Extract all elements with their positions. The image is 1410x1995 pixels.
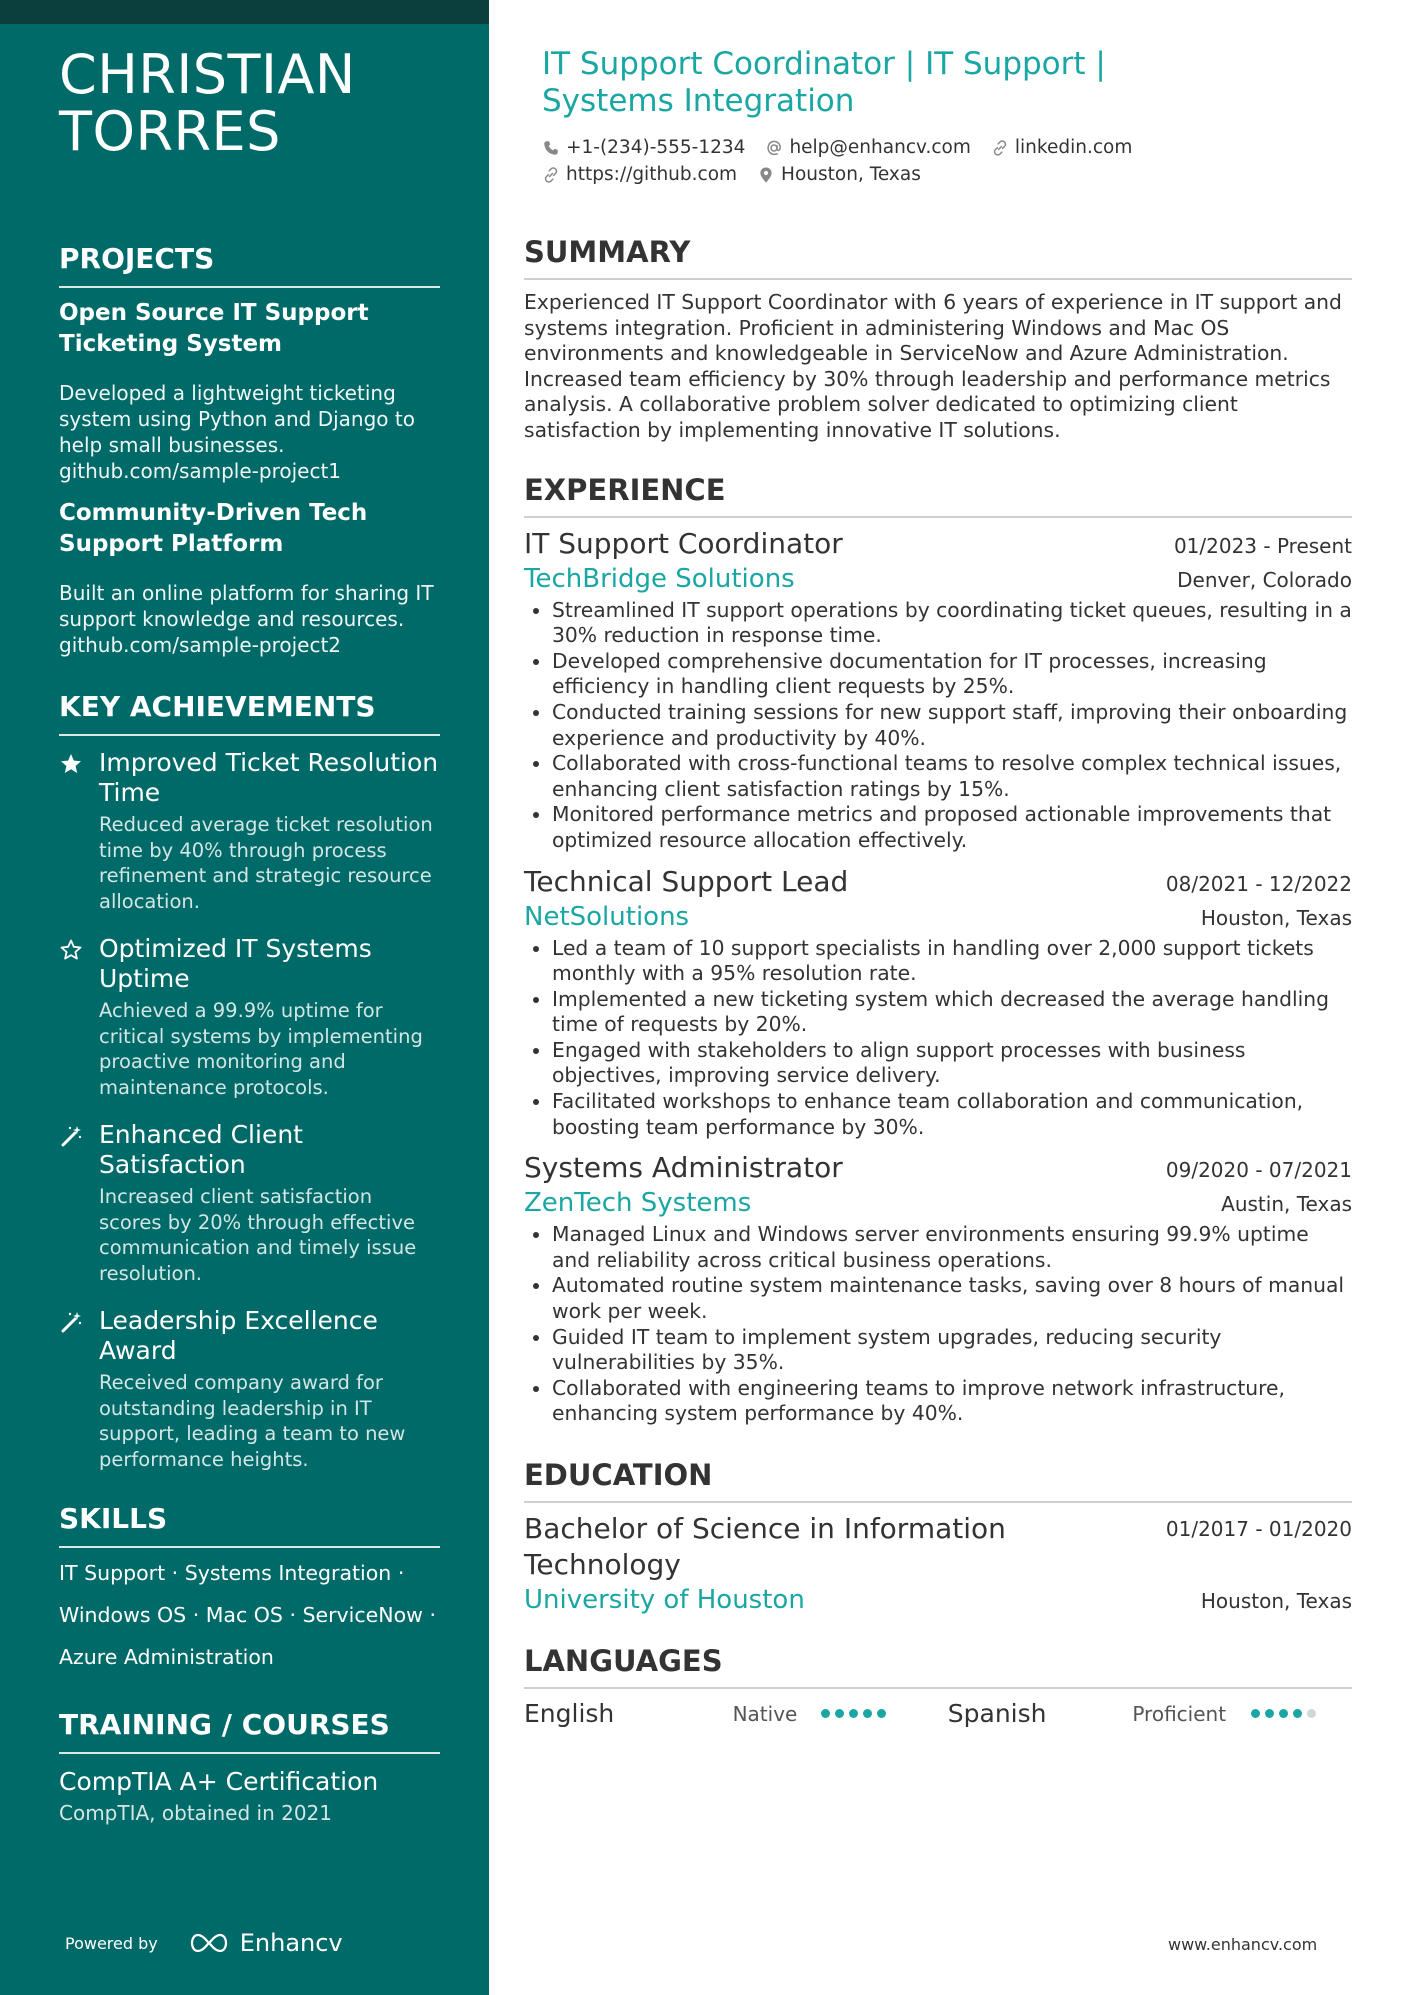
project-title: Community-Driven Tech Support Platform bbox=[59, 500, 368, 557]
job-entry bbox=[524, 864, 1352, 1141]
job-dates: 09/2020 - 07/2021 bbox=[1165, 1158, 1352, 1183]
magic-wand-icon bbox=[59, 1306, 99, 1472]
bullet: • Implemented a new ticketing system which decreased the average handling time of requests by 20%. bbox=[552, 987, 1352, 1038]
bullet: • Monitored performance metrics and proposed actionable improvements that optimized resource allocation effectively. bbox=[552, 802, 1352, 853]
at-sign-icon bbox=[765, 139, 783, 157]
achievement-description: Reduced average ticket resolution time by 40% through process refinement and strategic resource allocation. bbox=[99, 813, 433, 913]
skill-item: Systems Integration bbox=[184, 1561, 392, 1585]
bullet: • Conducted training sessions for new support staff, improving their onboarding experience and productivity by 40%. bbox=[552, 700, 1352, 751]
education-entry bbox=[524, 1511, 1352, 1617]
job-location: Denver, Colorado bbox=[1177, 567, 1352, 592]
linkedin-text: linkedin.com bbox=[1014, 137, 1133, 158]
skill-item: ServiceNow bbox=[302, 1603, 423, 1627]
link-icon bbox=[991, 139, 1009, 157]
project-desc-text: Built an online platform for sharing IT support knowledge and resources. bbox=[59, 581, 434, 631]
bullet: • Engaged with stakeholders to align support processes with business objectives, improving service delivery. bbox=[552, 1038, 1352, 1089]
achievements-heading: KEY ACHIEVEMENTS bbox=[59, 690, 440, 736]
job-location: Austin, Texas bbox=[1221, 1192, 1352, 1217]
sidebar-top-bar bbox=[0, 0, 489, 24]
contact-linkedin[interactable] bbox=[991, 134, 1132, 161]
language-rating bbox=[1251, 1709, 1352, 1718]
job-company: NetSolutions bbox=[524, 901, 690, 932]
star-outline-icon bbox=[59, 934, 99, 1100]
languages-section bbox=[524, 1643, 1352, 1728]
projects-section bbox=[59, 242, 440, 658]
infinity-logo-icon bbox=[186, 1931, 232, 1955]
skill-item: Mac OS bbox=[205, 1603, 283, 1627]
rating-dot-empty bbox=[1307, 1709, 1316, 1718]
achievement-item bbox=[59, 748, 440, 914]
achievement-item bbox=[59, 1306, 440, 1472]
project-title: Open Source IT Support Ticketing System bbox=[59, 300, 369, 357]
language-name: English bbox=[524, 1699, 615, 1728]
rating-dot-filled bbox=[1265, 1709, 1274, 1718]
skill-item: Windows OS bbox=[59, 1603, 187, 1627]
education-location: Houston, Texas bbox=[1200, 1589, 1352, 1613]
enhancv-logo[interactable] bbox=[186, 1929, 343, 1957]
candidate-name bbox=[59, 43, 440, 163]
project-description bbox=[59, 380, 440, 484]
experience-heading: EXPERIENCE bbox=[524, 472, 1352, 518]
training-heading: TRAINING / COURSES bbox=[59, 1708, 440, 1754]
job-role: IT Support Coordinator bbox=[524, 526, 843, 560]
name-first: CHRISTIAN bbox=[59, 43, 356, 106]
job-location: Houston, Texas bbox=[1200, 905, 1352, 930]
rating-dot-filled bbox=[1293, 1709, 1302, 1718]
bullet: • Automated routine system maintenance tasks, saving over 8 hours of manual work per week. bbox=[552, 1273, 1352, 1324]
degree: Bachelor of Science in Information Technology bbox=[524, 1512, 1006, 1581]
languages-heading: LANGUAGES bbox=[524, 1643, 1352, 1689]
achievement-title: Optimized IT Systems Uptime bbox=[99, 934, 372, 993]
rating-dot-filled bbox=[877, 1709, 886, 1718]
bullet: • Developed comprehensive documentation for IT processes, increasing efficiency in handling client requests by 25%. bbox=[552, 649, 1352, 700]
skill-item: IT Support bbox=[59, 1561, 166, 1585]
achievement-description: Increased client satisfaction scores by 20% through effective communication and timely issue resolution. bbox=[99, 1185, 417, 1285]
summary-section bbox=[524, 234, 1352, 444]
brand-name: Enhancv bbox=[239, 1929, 343, 1957]
main-content bbox=[524, 234, 1352, 1728]
sidebar bbox=[0, 0, 489, 1995]
link-icon bbox=[542, 166, 560, 184]
achievement-title: Leadership Excellence Award bbox=[99, 1306, 378, 1365]
job-dates: 08/2021 - 12/2022 bbox=[1165, 871, 1352, 896]
languages-row bbox=[524, 1699, 1352, 1728]
bullet: • Collaborated with engineering teams to improve network infrastructure, enhancing system performance by 40%. bbox=[552, 1376, 1352, 1427]
rating-dot-filled bbox=[835, 1709, 844, 1718]
job-bullets bbox=[524, 1222, 1352, 1427]
job-role: Technical Support Lead bbox=[524, 864, 849, 898]
job-role: Systems Administrator bbox=[524, 1151, 843, 1185]
contact-email[interactable] bbox=[765, 134, 970, 161]
project-link[interactable]: github.com/sample-project1 bbox=[59, 459, 342, 483]
achievement-title: Improved Ticket Resolution Time bbox=[99, 748, 439, 807]
education-heading: EDUCATION bbox=[524, 1457, 1352, 1503]
achievement-item bbox=[59, 934, 440, 1100]
contact-github[interactable] bbox=[542, 161, 737, 188]
star-filled-icon bbox=[59, 748, 99, 914]
contact-location bbox=[757, 161, 921, 188]
training-section bbox=[59, 1708, 440, 1826]
phone-text: +1-(234)-555-1234 bbox=[566, 137, 746, 158]
summary-text: Experienced IT Support Coordinator with 6 years of experience in IT support and systems integration. Proficient in administering Windows and Mac OS environments and knowledgeable in ServiceNow and Azure Administration. Increased team efficiency by 30% through leadership and performance metrics analysis. A collaborative problem solver dedicated to optimizing client satisfaction by implementing innovative IT solutions. bbox=[524, 290, 1342, 442]
bullet: • Facilitated workshops to enhance team collaboration and communication, boosting team performance by 30%. bbox=[552, 1089, 1352, 1140]
project-description bbox=[59, 580, 440, 658]
school: University of Houston bbox=[524, 1585, 805, 1615]
language-level: Native bbox=[732, 1701, 798, 1726]
location-pin-icon bbox=[757, 166, 775, 184]
course-title: CompTIA A+ Certification bbox=[59, 1767, 379, 1796]
job-entry bbox=[524, 526, 1352, 854]
magic-wand-icon bbox=[59, 1120, 99, 1286]
summary-heading: SUMMARY bbox=[524, 234, 1352, 280]
bullet: • Led a team of 10 support specialists in handling over 2,000 support tickets monthly with a 95% resolution rate. bbox=[552, 936, 1352, 987]
skills-heading: SKILLS bbox=[59, 1502, 440, 1548]
github-text: https://github.com bbox=[566, 164, 738, 185]
course-provider: CompTIA, obtained in 2021 bbox=[59, 1801, 332, 1825]
rating-dot-filled bbox=[849, 1709, 858, 1718]
rating-dot-filled bbox=[1279, 1709, 1288, 1718]
job-dates: 01/2023 - Present bbox=[1173, 533, 1352, 558]
name-last: TORRES bbox=[59, 100, 281, 163]
bullet: • Collaborated with cross-functional teams to resolve complex technical issues, enhancing client satisfaction ratings by 15%. bbox=[552, 751, 1352, 802]
location-text: Houston, Texas bbox=[781, 164, 921, 185]
achievement-description: Received company award for outstanding leadership in IT support, leading a team to new performance heights. bbox=[99, 1371, 406, 1471]
contact-info bbox=[542, 134, 1362, 188]
phone-icon bbox=[542, 139, 560, 157]
achievement-item bbox=[59, 1120, 440, 1286]
powered-by-label: Powered by bbox=[65, 1933, 158, 1953]
footer-url[interactable]: www.enhancv.com bbox=[1168, 1935, 1318, 1954]
project-item bbox=[59, 298, 440, 484]
achievement-title: Enhanced Client Satisfaction bbox=[99, 1120, 303, 1179]
job-bullets bbox=[524, 936, 1352, 1141]
projects-heading: PROJECTS bbox=[59, 242, 440, 288]
experience-section bbox=[524, 472, 1352, 1427]
bullet: • Guided IT team to implement system upgrades, reducing security vulnerabilities by 35%. bbox=[552, 1325, 1352, 1376]
achievements-section bbox=[59, 690, 440, 1472]
job-company: TechBridge Solutions bbox=[524, 563, 795, 594]
achievement-description: Achieved a 99.9% uptime for critical systems by implementing proactive monitoring and maintenance protocols. bbox=[99, 999, 423, 1099]
language-name: Spanish bbox=[947, 1699, 1047, 1728]
job-company: ZenTech Systems bbox=[524, 1188, 752, 1219]
education-section bbox=[524, 1457, 1352, 1617]
project-item bbox=[59, 498, 440, 658]
rating-dot-filled bbox=[1251, 1709, 1260, 1718]
bullet: • Managed Linux and Windows server environments ensuring 99.9% uptime and reliability across critical business operations. bbox=[552, 1222, 1352, 1273]
education-dates: 01/2017 - 01/2020 bbox=[1165, 1517, 1352, 1541]
language-level: Proficient bbox=[1132, 1701, 1227, 1726]
email-text: help@enhancv.com bbox=[789, 137, 971, 158]
bullet: • Streamlined IT support operations by coordinating ticket queues, resulting in a 30% reduction in response time. bbox=[552, 598, 1352, 649]
sidebar-content bbox=[59, 43, 440, 1826]
job-title: IT Support Coordinator | IT Support | Systems Integration bbox=[542, 46, 1106, 119]
project-desc-text: Developed a lightweight ticketing system using Python and Django to help small businesses. bbox=[59, 381, 415, 457]
project-link[interactable]: github.com/sample-project2 bbox=[59, 633, 342, 657]
skills-section bbox=[59, 1502, 440, 1678]
job-entry bbox=[524, 1150, 1352, 1427]
skill-item: Azure Administration bbox=[59, 1645, 274, 1669]
contact-phone[interactable] bbox=[542, 134, 745, 161]
rating-dot-filled bbox=[863, 1709, 872, 1718]
rating-dot-filled bbox=[821, 1709, 830, 1718]
job-bullets bbox=[524, 598, 1352, 854]
powered-by bbox=[65, 1929, 343, 1957]
language-rating bbox=[821, 1709, 922, 1718]
skills-list: IT Support · Systems Integration · Windows OS · Mac OS · ServiceNow · Azure Administration bbox=[59, 1561, 436, 1669]
